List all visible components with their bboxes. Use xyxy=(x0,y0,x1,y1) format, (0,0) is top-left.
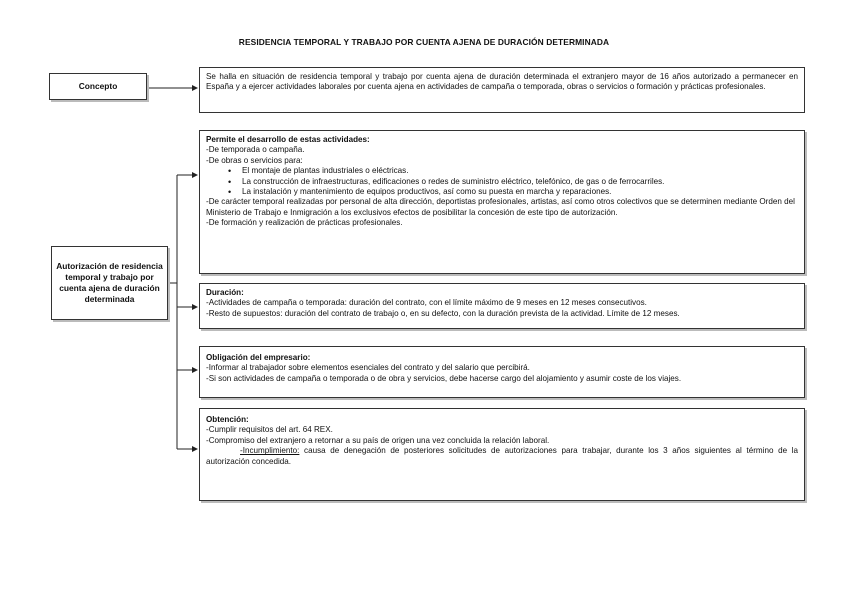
actividades-line: -De formación y realización de prácticas profesionales. xyxy=(206,218,403,228)
autorizacion-label: Autorización de residencia temporal y trabajo por cuenta ajena de duración determinada xyxy=(56,261,163,304)
obtencion-line: -Cumplir requisitos del art. 64 REX. xyxy=(206,425,333,435)
obtencion-line: -Compromiso del extranjero a retornar a su país de origen una vez concluida la relación laboral. xyxy=(206,435,550,445)
incumplimiento-label: -Incumplimiento: xyxy=(240,446,300,456)
page-title: RESIDENCIA TEMPORAL Y TRABAJO POR CUENTA AJENA DE DURACIÓN DETERMINADA xyxy=(238,37,610,47)
actividades-bullet: • La instalación y mantenimiento de equipos productivos, así como su puesta en marcha y reparaciones. xyxy=(242,187,798,197)
concepto-label-box xyxy=(49,73,147,100)
duracion-line: -Resto de supuestos: duración del contrato de trabajo o, en su defecto, con la duración prevista de la actividad. Límite de 12 meses. xyxy=(206,308,680,318)
concepto-definition-box xyxy=(199,67,805,113)
actividades-bullet-list xyxy=(206,166,798,197)
concepto-label: Concepto xyxy=(78,81,118,91)
obligacion-heading: Obligación del empresario: xyxy=(206,353,311,362)
obligacion-line: -Informar al trabajador sobre elementos esenciales del contrato y del salario que percibirá. xyxy=(206,363,530,373)
actividades-bullet: • La construcción de infraestructuras, edificaciones o redes de suministro eléctrico, telefónico, de gas o de ferrocarriles. xyxy=(242,177,798,187)
duracion-heading: Duración: xyxy=(206,288,244,297)
obtencion-box xyxy=(199,408,805,501)
actividades-box xyxy=(199,130,805,274)
duracion-line: -Actividades de campaña o temporada: duración del contrato, con el límite máximo de 9 meses en 12 meses consecutivos. xyxy=(206,298,647,308)
actividades-bullet: • El montaje de plantas industriales o eléctricas. xyxy=(242,166,798,176)
obligacion-box xyxy=(199,346,805,398)
obtencion-incumplimiento xyxy=(206,446,798,467)
actividades-heading: Permite el desarrollo de estas actividades: xyxy=(206,135,370,144)
incumplimiento-text: causa de denegación de posteriores solicitudes de autorizaciones para trabajar, durante los 3 años siguientes al término de la autorización concedida. xyxy=(206,446,798,466)
obligacion-line: -Si son actividades de campaña o temporada o de obra y servicios, debe hacerse cargo del alojamiento y asumir coste de los viajes. xyxy=(206,373,682,383)
actividades-line: -De obras o servicios para: xyxy=(206,155,303,165)
autorizacion-label-box xyxy=(51,246,168,320)
obtencion-heading: Obtención: xyxy=(206,415,249,424)
duracion-box xyxy=(199,283,805,329)
actividades-line: -De temporada o campaña. xyxy=(206,145,305,155)
concepto-definition: Se halla en situación de residencia temporal y trabajo por cuenta ajena de duración determinada el extranjero mayor de 16 años autorizado a permanecer en España y a ejercer actividades laborales por cuenta ajena en actividades de campaña o temporada, obras o servicios o formación y prácticas profesionales. xyxy=(206,72,798,92)
actividades-line: -De carácter temporal realizadas por personal de alta dirección, deportistas profesionales, artistas, así como otros colectivos que se determinen mediante Orden del Ministerio de Trabajo e Inmigración a los exclusivos efectos de posibilitar la concesión de este tipo de autorización. xyxy=(206,197,795,217)
